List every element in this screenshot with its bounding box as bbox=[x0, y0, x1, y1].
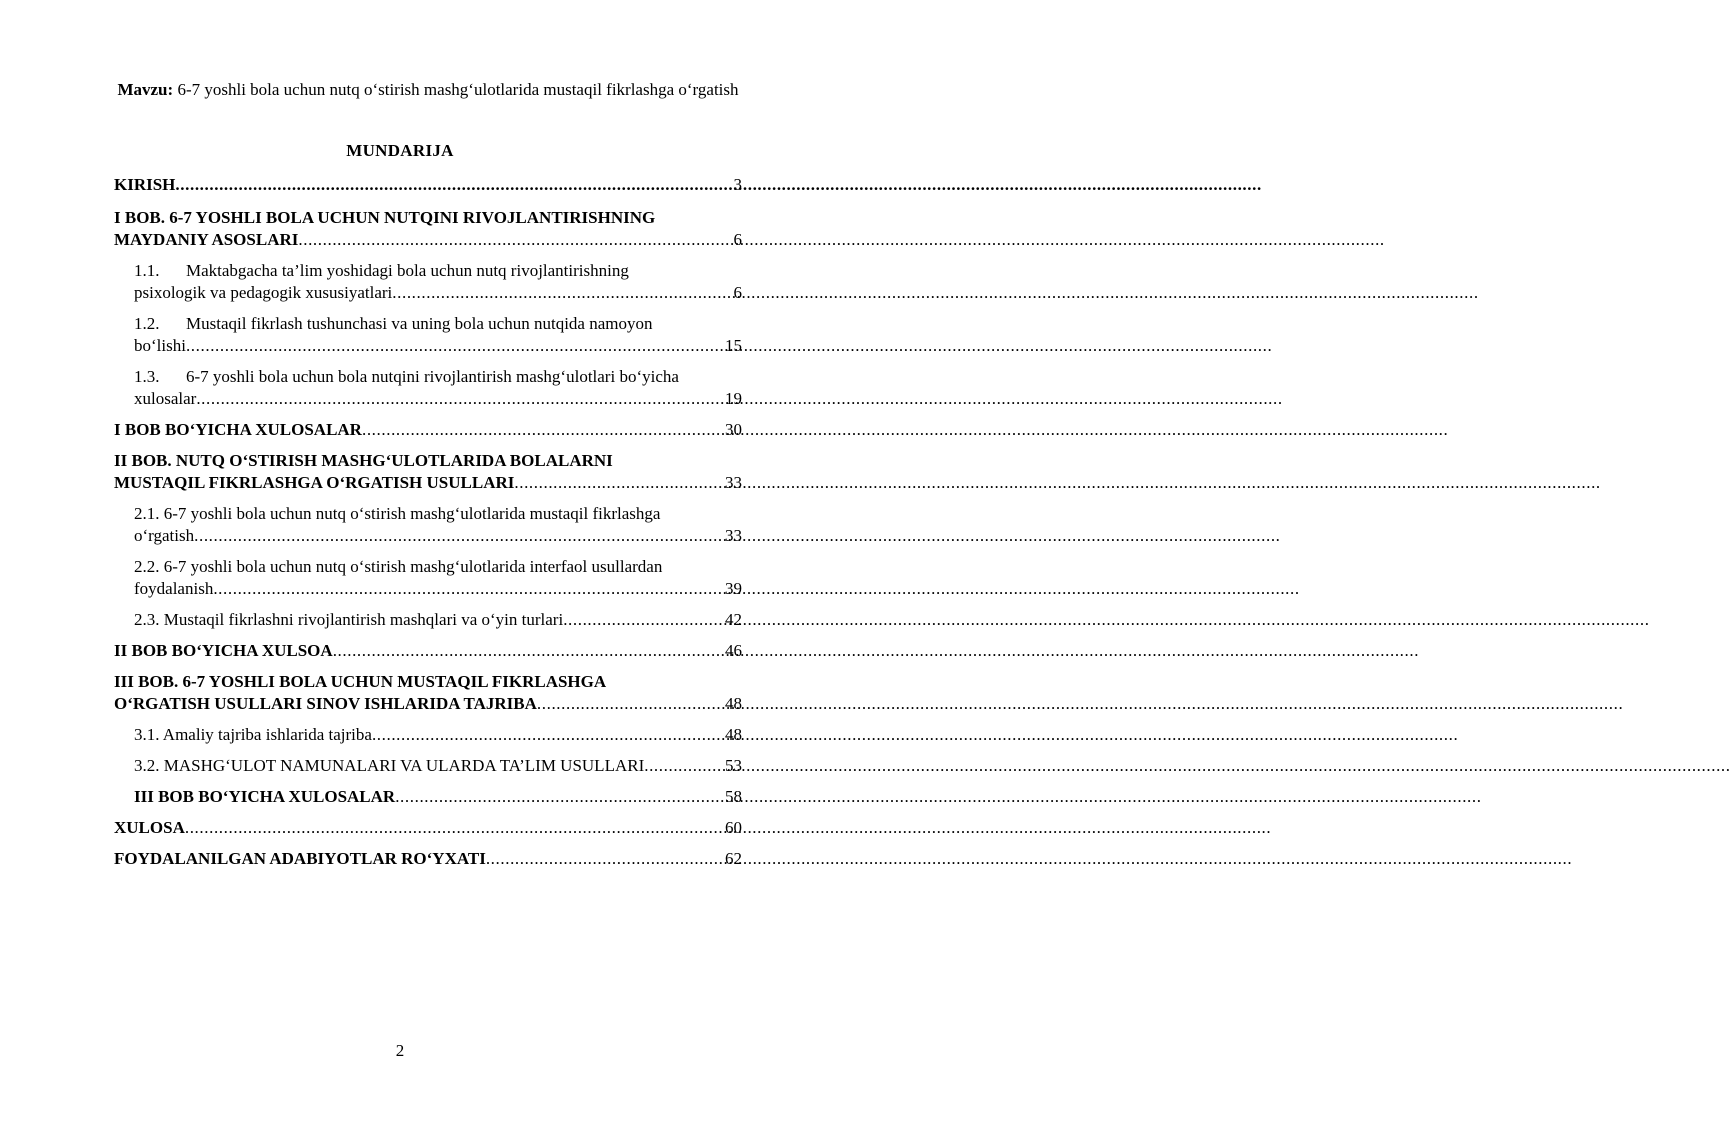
toc-entry-section-3-2[interactable] bbox=[134, 755, 742, 777]
toc-heading: MUNDARIJA bbox=[346, 141, 454, 160]
toc-entry-title: I BOB BO‘YICHA XULOSALAR bbox=[114, 420, 362, 439]
toc-entry-title-line1: 2.1. 6-7 yoshli bola uchun nutq o‘stirish mashg‘ulotlarida mustaqil fikrlashga bbox=[134, 504, 661, 523]
toc-leader-dots bbox=[537, 693, 725, 715]
toc-entry-page: 6 bbox=[733, 230, 742, 249]
toc-entry-references[interactable] bbox=[114, 848, 742, 870]
toc-leader-dots bbox=[486, 848, 725, 870]
toc-entry-page: 53 bbox=[725, 756, 742, 775]
toc-entry-title: xulosalar bbox=[134, 389, 197, 408]
topic-title bbox=[110, 74, 746, 106]
toc-leader-dots bbox=[644, 755, 725, 777]
toc-entry-page: 39 bbox=[725, 579, 742, 598]
toc-entry-title-line1: III BOB. 6-7 YOSHLI BOLA UCHUN MUSTAQIL FIKRLASHGA bbox=[114, 672, 607, 691]
toc-entry-title: MAYDANIY ASOSLARI bbox=[114, 230, 299, 249]
toc-entry-title: psixologik va pedagogik xususiyatlari bbox=[134, 283, 393, 302]
toc-entry-title: FOYDALANILGAN ADABIYOTLAR RO‘YXATI bbox=[114, 849, 486, 868]
toc-entry-section-1-1[interactable] bbox=[134, 260, 742, 304]
toc-entry-title-line1: Mustaqil fikrlash tushunchasi va uning bola uchun nutqida namoyon bbox=[186, 314, 653, 333]
toc-leader-dots bbox=[333, 640, 725, 662]
toc-entry-page: 48 bbox=[725, 725, 742, 744]
toc-entry-title: o‘rgatish bbox=[134, 526, 195, 545]
toc-entry-number: 1.2. bbox=[134, 314, 160, 333]
toc-entry-title-line1: 6-7 yoshli bola uchun bola nutqini rivojlantirish mashg‘ulotlari bo‘yicha bbox=[186, 367, 679, 386]
toc-leader-dots bbox=[563, 609, 725, 631]
toc-entry-section-3-1[interactable] bbox=[134, 724, 742, 746]
toc-entry-chapter-1[interactable] bbox=[114, 207, 742, 251]
toc-entry-page: 3 bbox=[733, 175, 742, 194]
toc-entry-title: MUSTAQIL FIKRLASHGA O‘RGATISH USULLARI bbox=[114, 473, 515, 492]
toc-entry-page: 46 bbox=[725, 641, 742, 660]
topic-text: 6-7 yoshli bola uchun nutq o‘stirish mashg‘ulotlarida mustaqil fikrlashga o‘rgatish bbox=[173, 80, 739, 99]
toc-entry-title: XULOSA bbox=[114, 818, 185, 837]
document-page bbox=[0, 0, 800, 1131]
toc-entry-section-2-1[interactable] bbox=[134, 503, 742, 547]
toc-entry-chapter-3[interactable] bbox=[114, 671, 742, 715]
topic-label: Mavzu: bbox=[117, 80, 174, 99]
toc-entry-conclusion[interactable] bbox=[114, 817, 742, 839]
toc-entry-title: 3.2. MASHG‘ULOT NAMUNALARI VA ULARDA TA’LIM USULLARI bbox=[134, 756, 645, 775]
toc-leader-dots bbox=[395, 786, 725, 808]
toc-entry-number: 1.3. bbox=[134, 367, 160, 386]
toc-leader-dots bbox=[186, 335, 725, 357]
toc-entry-page: 15 bbox=[725, 336, 742, 355]
toc-leader-dots bbox=[194, 525, 725, 547]
toc-entry-section-1-3[interactable] bbox=[134, 366, 742, 410]
toc-entry-title: bo‘lishi bbox=[134, 336, 186, 355]
toc-entry-page: 60 bbox=[725, 818, 742, 837]
toc-entry-title: foydalanish bbox=[134, 579, 214, 598]
toc-entry-number: 1.1. bbox=[134, 261, 160, 280]
toc-entry-chapter-2[interactable] bbox=[114, 450, 742, 494]
toc-entry-title: II BOB BO‘YICHA XULSOA bbox=[114, 641, 333, 660]
toc-entry-title: 3.1. Amaliy tajriba ishlarida tajriba bbox=[134, 725, 372, 744]
toc-leader-dots bbox=[392, 282, 733, 304]
toc-entry-title-line1: 2.2. 6-7 yoshli bola uchun nutq o‘stirish mashg‘ulotlarida interfaol usullardan bbox=[134, 557, 663, 576]
toc-entry-title: O‘RGATISH USULLARI SINOV ISHLARIDA TAJRIBA bbox=[114, 694, 537, 713]
toc-leader-dots bbox=[213, 578, 725, 600]
page-number: 2 bbox=[395, 1041, 405, 1060]
toc-entry-title-line1: II BOB. NUTQ O‘STIRISH MASHG‘ULOTLARIDA BOLALARNI bbox=[114, 451, 613, 470]
toc-leader-dots bbox=[362, 419, 725, 441]
toc-leader-dots bbox=[185, 817, 725, 839]
toc-entry-title: 2.3. Mustaqil fikrlashni rivojlantirish mashqlari va o‘yin turlari bbox=[134, 610, 564, 629]
toc-entry-kirish[interactable] bbox=[114, 174, 742, 196]
table-of-contents bbox=[114, 172, 742, 870]
toc-entry-chapter-1-conclusion[interactable] bbox=[114, 419, 742, 441]
toc-entry-page: 19 bbox=[725, 389, 742, 408]
toc-entry-title: KIRISH bbox=[114, 175, 176, 194]
toc-leader-dots bbox=[514, 472, 725, 494]
toc-entry-page: 33 bbox=[725, 526, 742, 545]
toc-leader-dots bbox=[196, 388, 725, 410]
toc-entry-page: 30 bbox=[725, 420, 742, 439]
toc-entry-title-line1: I BOB. 6-7 YOSHLI BOLA UCHUN NUTQINI RIVOJLANTIRISHNING bbox=[114, 208, 656, 227]
toc-entry-chapter-2-conclusion[interactable] bbox=[114, 640, 742, 662]
toc-leader-dots bbox=[175, 174, 733, 196]
toc-entry-title: III BOB BO‘YICHA XULOSALAR bbox=[134, 787, 396, 806]
toc-entry-page: 42 bbox=[725, 610, 742, 629]
toc-entry-section-2-2[interactable] bbox=[134, 556, 742, 600]
toc-entry-section-1-2[interactable] bbox=[134, 313, 742, 357]
toc-leader-dots bbox=[298, 229, 733, 251]
toc-entry-page: 58 bbox=[725, 787, 742, 806]
toc-entry-title-line1: Maktabgacha ta’lim yoshidagi bola uchun nutq rivojlantirishning bbox=[186, 261, 629, 280]
toc-entry-section-2-3[interactable] bbox=[134, 609, 742, 631]
toc-leader-dots bbox=[372, 724, 725, 746]
toc-entry-page: 6 bbox=[733, 283, 742, 302]
toc-entry-page: 48 bbox=[725, 694, 742, 713]
toc-entry-chapter-3-conclusion[interactable] bbox=[134, 786, 742, 808]
toc-entry-page: 62 bbox=[725, 849, 742, 868]
toc-entry-page: 33 bbox=[725, 473, 742, 492]
